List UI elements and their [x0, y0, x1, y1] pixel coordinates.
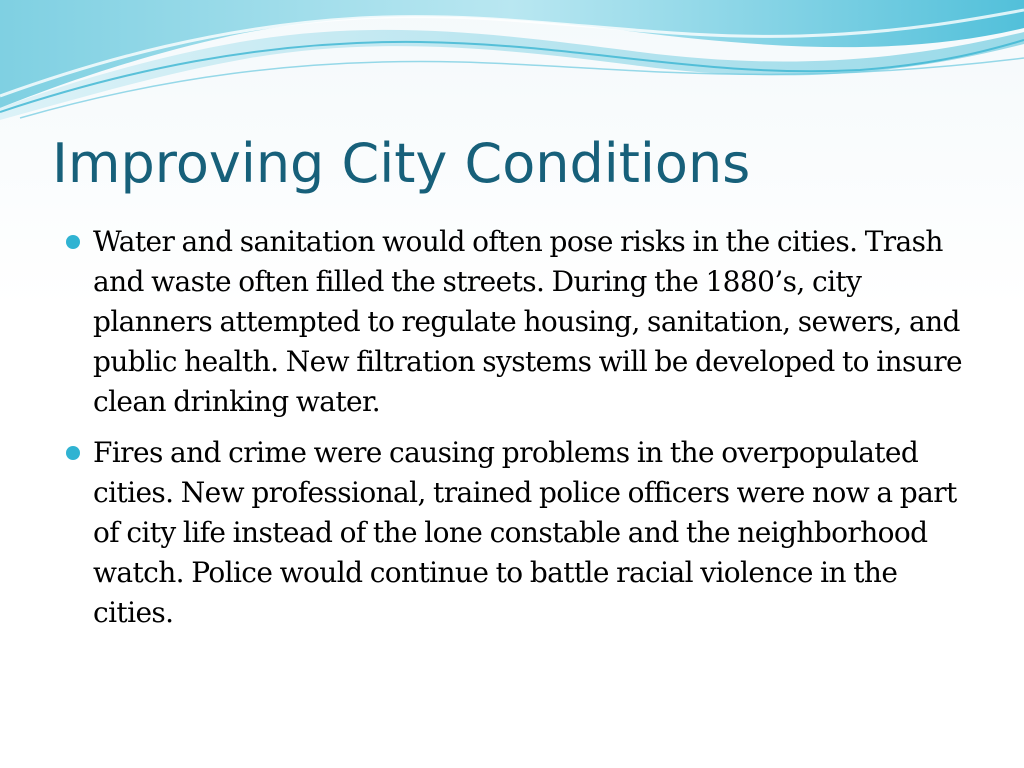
bullet-item — [62, 222, 962, 422]
bullet-text: Fires and crime were causing problems in the overpopulated cities. New professional, trained police officers were now a part of city life instead of the lone constable and the neighborhood watch. Police would continue to battle racial violence in the cities. — [93, 436, 957, 629]
bullet-item — [62, 433, 962, 633]
bullet-list — [62, 222, 962, 644]
slide-title: Improving City Conditions — [52, 132, 751, 195]
wave-header-decoration — [0, 0, 1024, 130]
bullet-text: Water and sanitation would often pose risks in the cities. Trash and waste often filled the streets. During the 1880’s, city planners attempted to regulate housing, sanitation, sewers, and public health. New filtration systems will be developed to insure clean drinking water. — [93, 225, 962, 418]
bullet-dot-icon — [66, 446, 80, 460]
bullet-dot-icon — [66, 235, 80, 249]
wave-band-top — [0, 0, 1024, 108]
